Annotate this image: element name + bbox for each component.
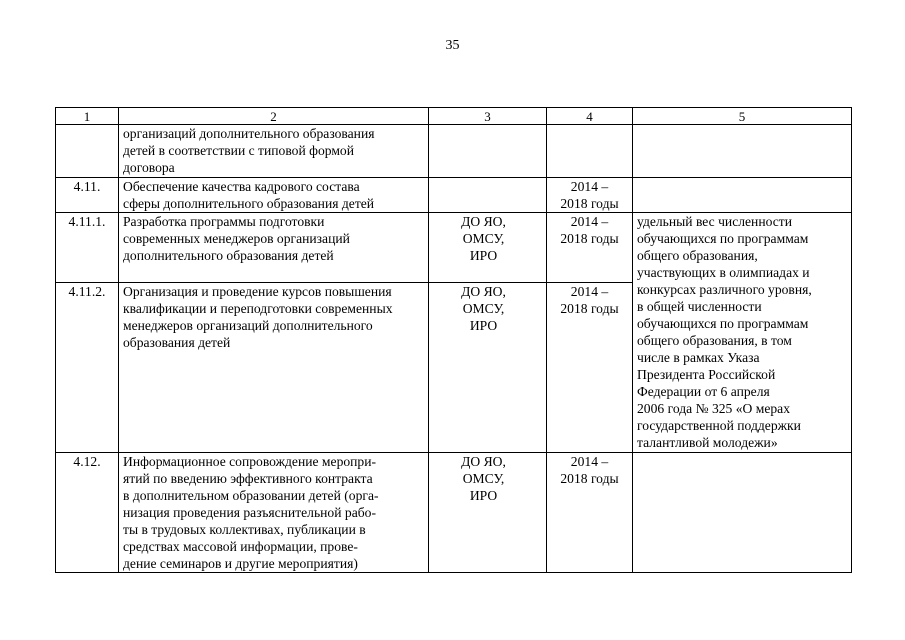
text-line: дополнительного образования детей: [123, 248, 334, 263]
row-text-cell: [119, 125, 429, 178]
text-line: Разработка программы подготовки: [123, 214, 325, 229]
indicator-line: государственной поддержки: [637, 418, 801, 433]
period-line: 2018 годы: [560, 301, 619, 316]
row-period-cell: [547, 283, 633, 453]
executor-line: ДО ЯО,: [461, 214, 506, 229]
row-number-cell: 4.11.1.: [56, 213, 119, 283]
header-col-2: 2: [119, 108, 429, 125]
period-line: 2014 –: [570, 179, 609, 194]
text-line: образования детей: [123, 335, 231, 350]
executor-line: ИРО: [469, 248, 498, 263]
header-col-5: 5: [633, 108, 852, 125]
period-line: 2018 годы: [560, 196, 619, 211]
indicator-line: обучающихся по программам: [637, 231, 809, 246]
indicator-line: обучающихся по программам: [637, 316, 809, 331]
text-line: детей в соответствии с типовой формой: [123, 143, 355, 158]
table-row: [56, 178, 852, 213]
row-period-cell: [547, 178, 633, 213]
row-executor-cell: [429, 283, 547, 453]
row-number-cell: [56, 125, 119, 178]
row-text-cell: [119, 213, 429, 283]
indicator-line: общего образования,: [637, 248, 758, 263]
row-indicator-cell: [633, 125, 852, 178]
text-line: менеджеров организаций дополнительного: [123, 318, 373, 333]
text-line: Обеспечение качества кадрового состава: [123, 179, 360, 194]
executor-line: ИРО: [469, 318, 498, 333]
text-line: организаций дополнительного образования: [123, 126, 375, 141]
period-line: 2018 годы: [560, 231, 619, 246]
executor-line: ОМСУ,: [462, 231, 505, 246]
indicator-line: Президента Российской: [637, 367, 776, 382]
text-line: договора: [123, 160, 175, 175]
row-text-cell: [119, 178, 429, 213]
row-executor-cell: [429, 178, 547, 213]
indicator-line: участвующих в олимпиадах и: [637, 265, 810, 280]
header-col-1: 1: [56, 108, 119, 125]
text-line: низация проведения разъяснительной рабо-: [123, 505, 376, 520]
row-executor-cell: [429, 453, 547, 573]
indicator-line: в общей численности: [637, 299, 762, 314]
row-period-cell: [547, 125, 633, 178]
table-row-continuation: [56, 125, 852, 178]
plan-table: [55, 107, 852, 573]
table-row: [56, 453, 852, 573]
executor-line: ОМСУ,: [462, 301, 505, 316]
row-number-cell: 4.11.: [56, 178, 119, 213]
executor-line: ИРО: [469, 488, 498, 503]
period-line: 2018 годы: [560, 471, 619, 486]
row-text-cell: [119, 453, 429, 573]
text-line: Организация и проведение курсов повышения: [123, 284, 392, 299]
indicator-line: Федерации от 6 апреля: [637, 384, 770, 399]
row-executor-cell: [429, 125, 547, 178]
indicator-line: числе в рамках Указа: [637, 350, 760, 365]
header-col-4: 4: [547, 108, 633, 125]
row-indicator-cell: [633, 453, 852, 573]
table-row: [56, 213, 852, 283]
text-line: ятий по введению эффективного контракта: [123, 471, 373, 486]
row-number-cell: 4.12.: [56, 453, 119, 573]
indicator-line: 2006 года № 325 «О мерах: [637, 401, 791, 416]
executor-line: ОМСУ,: [462, 471, 505, 486]
period-line: 2014 –: [570, 284, 609, 299]
text-line: квалификации и переподготовки современных: [123, 301, 393, 316]
executor-line: ДО ЯО,: [461, 454, 506, 469]
row-number-cell: 4.11.2.: [56, 283, 119, 453]
text-line: ты в трудовых коллективах, публикации в: [123, 522, 366, 537]
text-line: современных менеджеров организаций: [123, 231, 350, 246]
text-line: дение семинаров и другие мероприятия): [123, 556, 358, 571]
indicator-cell: [633, 213, 852, 453]
row-indicator-cell: [633, 178, 852, 213]
row-period-cell: [547, 453, 633, 573]
row-executor-cell: [429, 213, 547, 283]
text-line: сферы дополнительного образования детей: [123, 196, 375, 211]
row-period-cell: [547, 213, 633, 283]
text-line: в дополнительном образовании детей (орга-: [123, 488, 379, 503]
header-col-3: 3: [429, 108, 547, 125]
indicator-line: конкурсах различного уровня,: [637, 282, 812, 297]
executor-line: ДО ЯО,: [461, 284, 506, 299]
indicator-line: общего образования, в том: [637, 333, 792, 348]
page-number: 35: [445, 38, 460, 53]
text-line: Информационное сопровождение меропри-: [123, 454, 377, 469]
indicator-line: талантливой молодежи»: [637, 435, 778, 450]
period-line: 2014 –: [570, 214, 609, 229]
row-text-cell: [119, 283, 429, 453]
period-line: 2014 –: [570, 454, 609, 469]
text-line: средствах массовой информации, прове-: [123, 539, 358, 554]
indicator-line: удельный вес численности: [637, 214, 792, 229]
table-header-row: [56, 108, 852, 125]
